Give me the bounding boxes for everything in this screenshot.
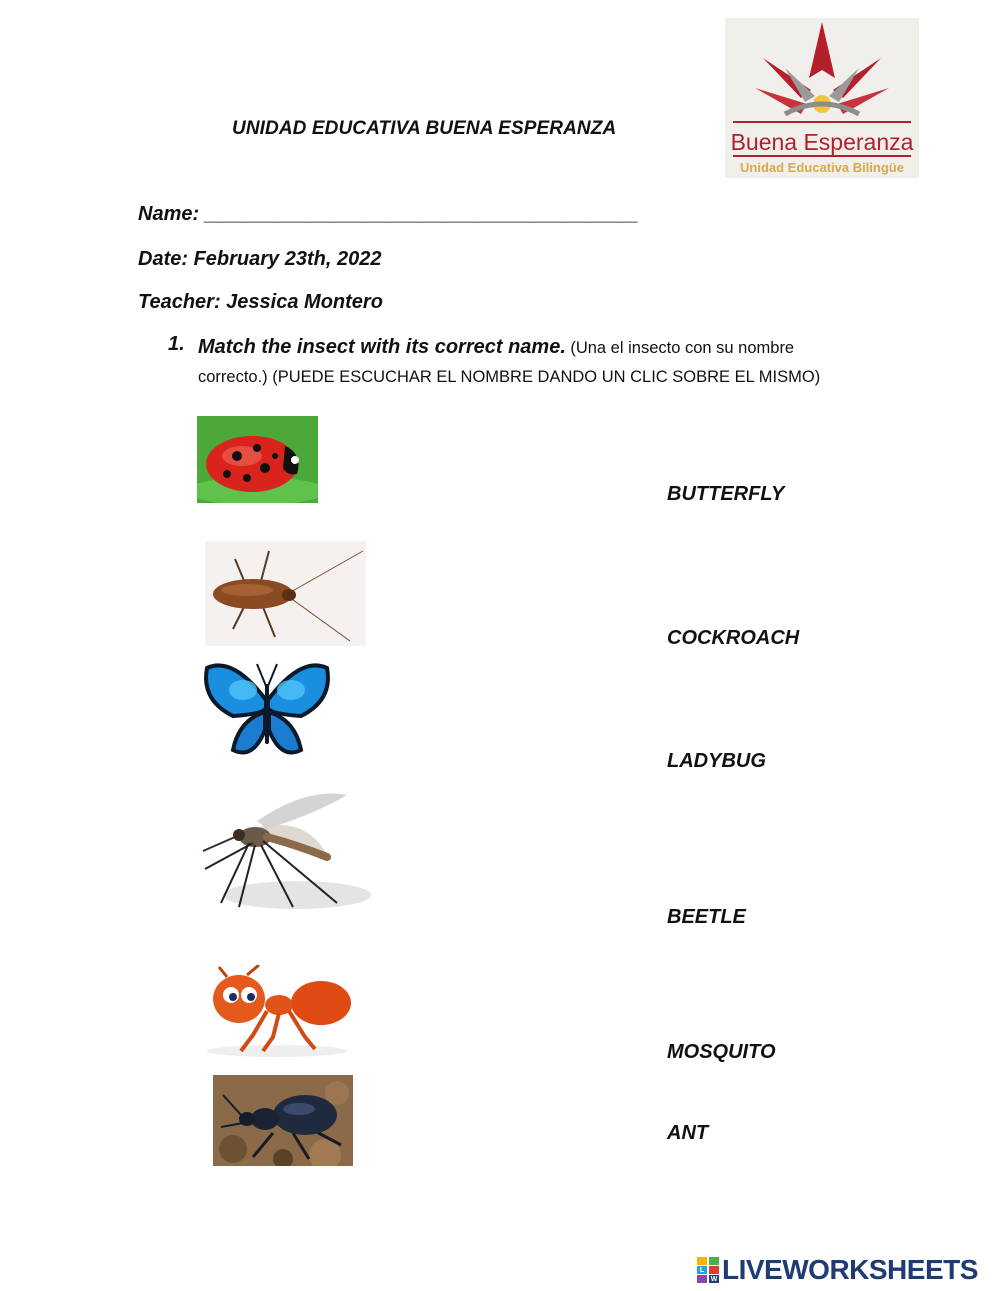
butterfly-image[interactable] (203, 660, 331, 767)
date-field: Date: February 23th, 2022 (138, 248, 382, 270)
question-sub: (Una el insecto con su nombre correcto.) (PUEDE ESCUCHAR EL NOMBRE DANDO UN CLIC SOBRE EL MISMO) (198, 339, 821, 386)
word-option[interactable]: MOSQUITO (667, 1041, 776, 1063)
teacher-field: Teacher: Jessica Montero (138, 291, 383, 313)
school-logo (725, 18, 919, 178)
cockroach-image[interactable] (205, 541, 366, 646)
name-field: Name: _______________________________________ (138, 203, 639, 225)
word-option[interactable]: BUTTERFLY (667, 483, 785, 505)
liveworksheets-logo (697, 1255, 978, 1285)
word-option[interactable]: ANT (667, 1122, 709, 1144)
logo-subtitle: Unidad Educativa Bilingüe (740, 160, 904, 175)
question-number: 1. (168, 333, 185, 355)
ant-image[interactable] (197, 965, 357, 1061)
word-option[interactable]: BEETLE (667, 906, 746, 928)
ladybug-image[interactable] (197, 416, 318, 503)
logo-name: Buena Esperanza (730, 129, 914, 155)
question-main: Match the insect with its correct name. (198, 336, 566, 358)
school-title: UNIDAD EDUCATIVA BUENA ESPERANZA (232, 118, 617, 139)
mosquito-image[interactable] (197, 777, 374, 926)
question-instructions (198, 333, 838, 392)
svg-text:W: W (710, 1276, 718, 1283)
svg-text:L: L (699, 1267, 705, 1274)
word-option[interactable]: COCKROACH (667, 627, 800, 649)
word-option[interactable]: LADYBUG (667, 750, 766, 772)
liveworksheets-wordmark: LIVEWORKSHEETS (722, 1254, 978, 1285)
star-hands-icon (725, 18, 919, 178)
liveworksheets-badge-icon (697, 1257, 719, 1283)
beetle-image[interactable] (213, 1075, 353, 1166)
